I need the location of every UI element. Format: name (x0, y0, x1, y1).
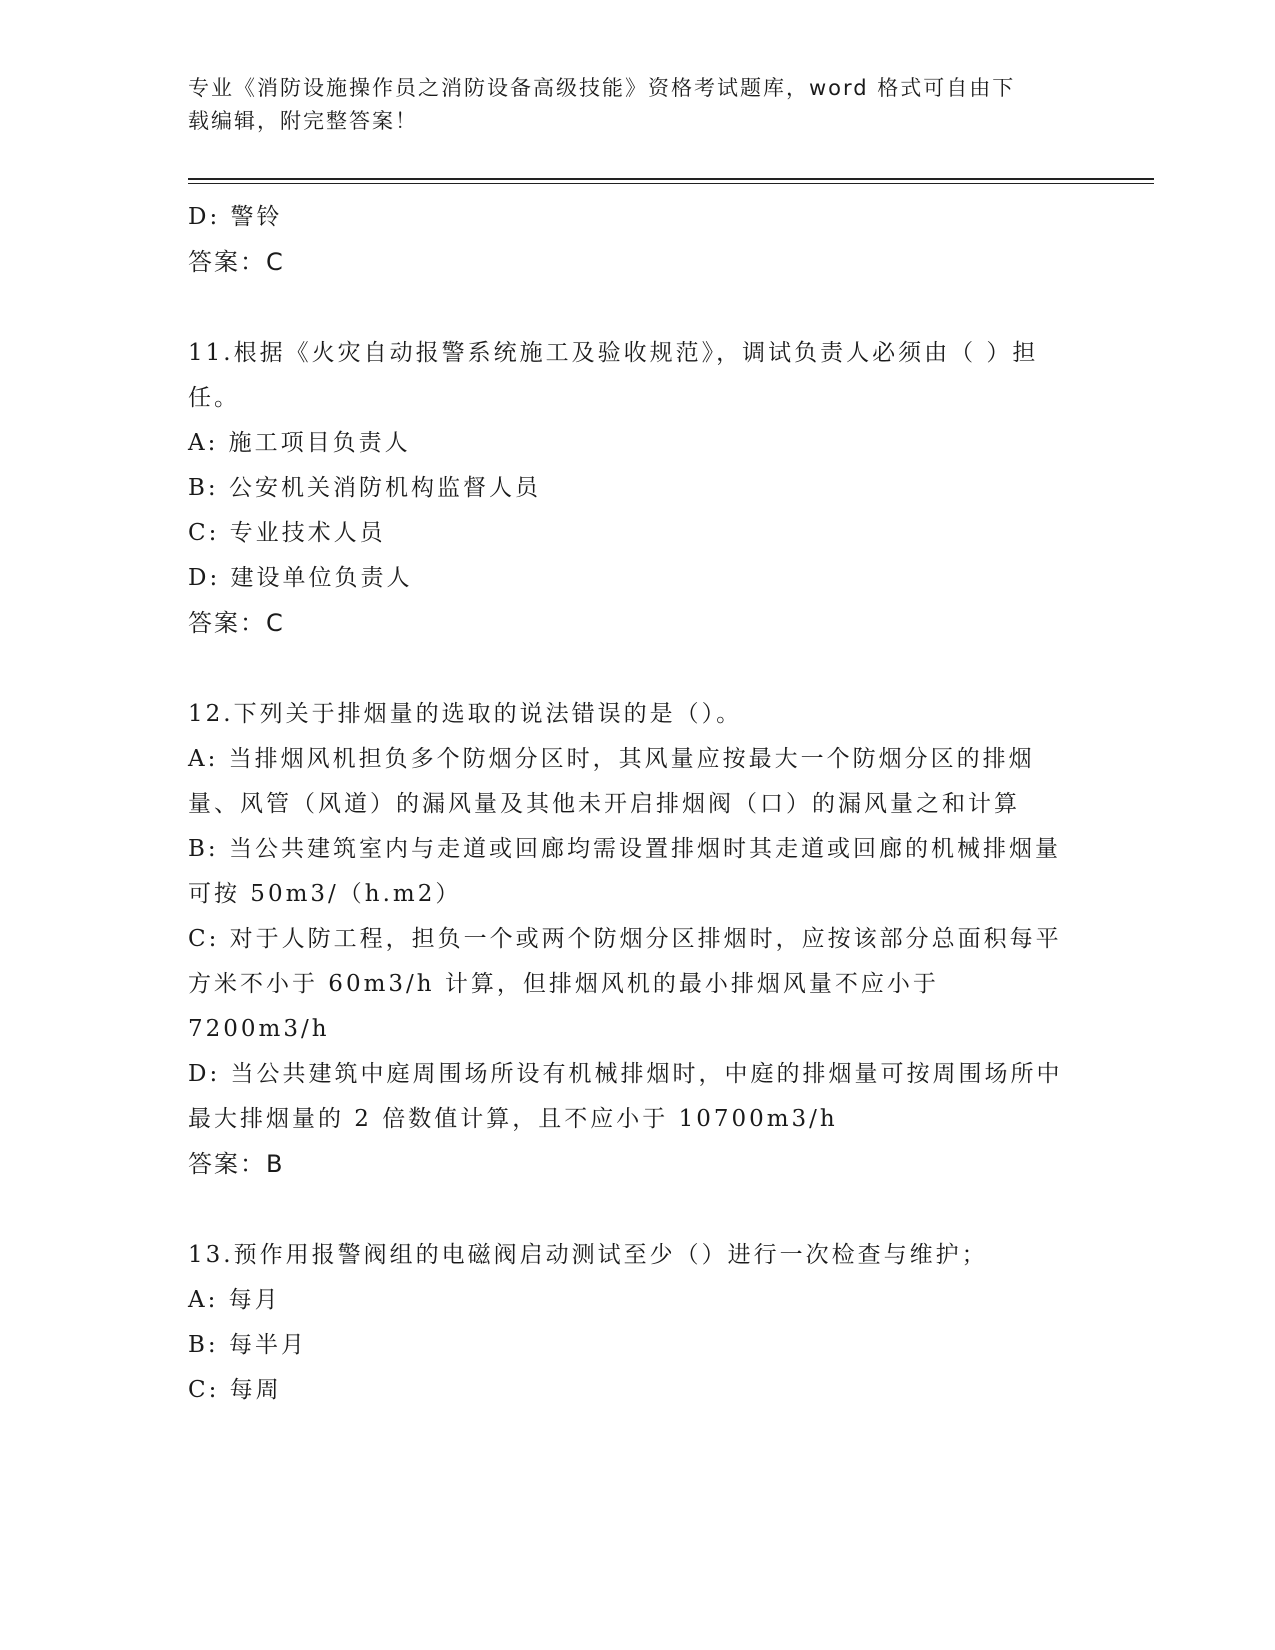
page-header (188, 72, 1088, 138)
prev-option-d: D: 警铃 (188, 204, 283, 230)
question-stem: 11.根据《火灾自动报警系统施工及验收规范》，调试负责人必须由（ ）担任。 (188, 340, 1039, 411)
question-stem: 12.下列关于排烟量的选取的说法错误的是（）。 (188, 701, 743, 727)
option-c: C: 每周 (188, 1377, 282, 1403)
question-content (188, 195, 1068, 1413)
option-a: A: 每月 (188, 1287, 281, 1313)
option-a: A: 当排烟风机担负多个防烟分区时，其风量应按最大一个防烟分区的排烟量、风管（风道）的漏风量及其他未开启排烟阀（口）的漏风量之和计算 (188, 746, 1035, 817)
question-11 (188, 331, 1068, 646)
header-line-1: 专业《消防设施操作员之消防设备高级技能》资格考试题库，word 格式可自由下 (188, 76, 1016, 100)
header-divider (188, 178, 1154, 180)
option-b: B: 每半月 (188, 1332, 307, 1358)
question-12 (188, 692, 1068, 1187)
option-b: B: 公安机关消防机构监督人员 (188, 475, 541, 501)
question-13 (188, 1233, 1068, 1413)
option-b: B: 当公共建筑室内与走道或回廊均需设置排烟时其走道或回廊的机械排烟量可按 50m3/（h.m2） (188, 836, 1061, 907)
option-d: D: 当公共建筑中庭周围场所设有机械排烟时，中庭的排烟量可按周围场所中最大排烟量的 2 倍数值计算，且不应小于 10700m3/h (188, 1061, 1063, 1132)
prev-answer: 答案：C (188, 248, 285, 276)
option-c: C: 对于人防工程，担负一个或两个防烟分区排烟时，应按该部分总面积每平方米不小于 60m3/h 计算，但排烟风机的最小排烟风量不应小于 7200m3/h (188, 926, 1062, 1042)
header-line-2: 载编辑，附完整答案！ (188, 109, 418, 133)
option-d: D: 建设单位负责人 (188, 565, 413, 591)
answer: 答案：C (188, 609, 285, 637)
option-c: C: 专业技术人员 (188, 520, 386, 546)
header-divider-thin (188, 183, 1154, 184)
option-a: A: 施工项目负责人 (188, 430, 411, 456)
answer: 答案：B (188, 1150, 285, 1178)
question-stem: 13.预作用报警阀组的电磁阀启动测试至少（）进行一次检查与维护； (188, 1242, 988, 1268)
